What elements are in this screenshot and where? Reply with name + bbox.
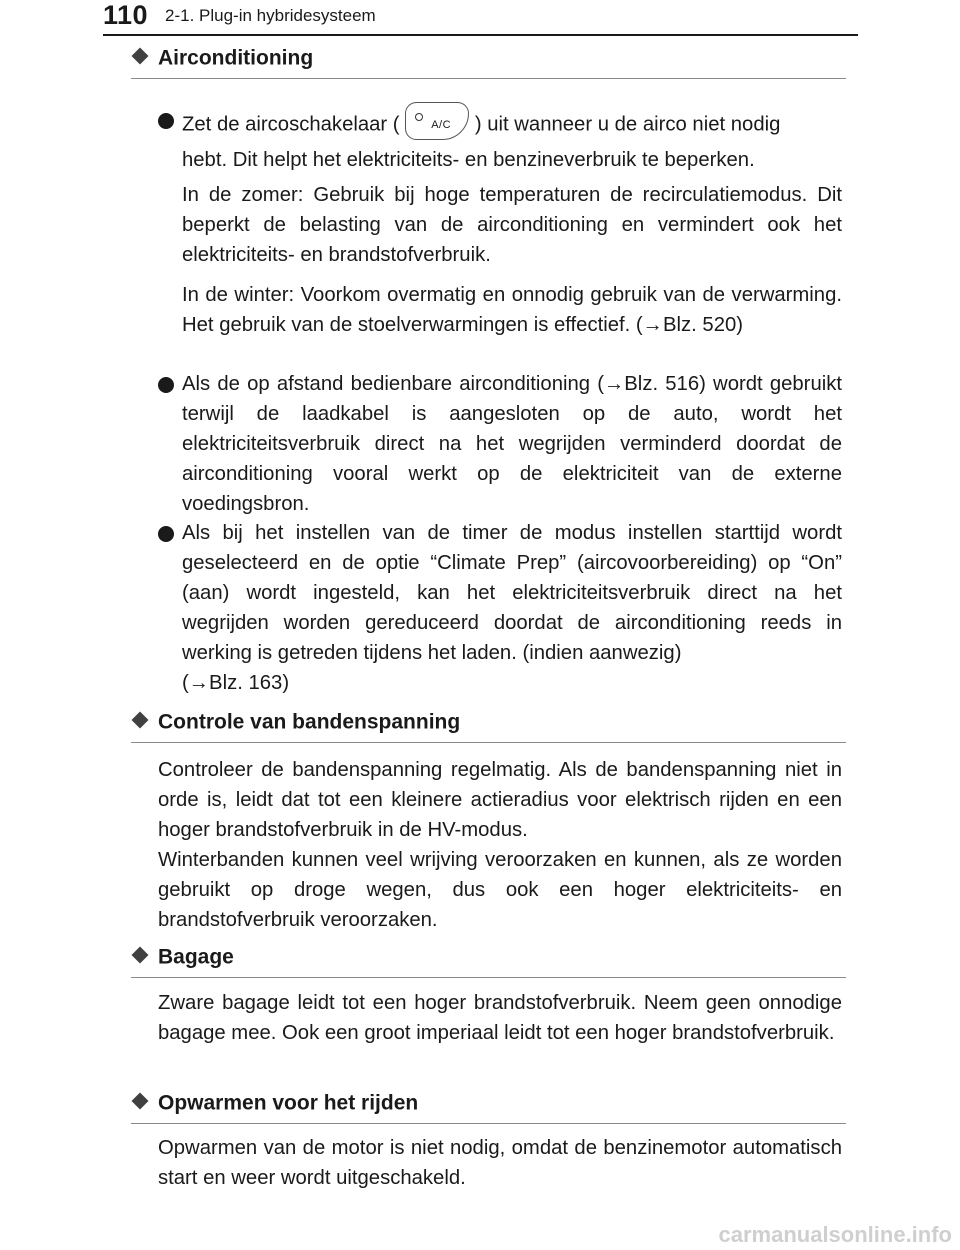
- section-divider: [131, 977, 846, 978]
- diamond-icon: [132, 48, 149, 65]
- bullet-3-reference: (→Blz. 163): [182, 672, 290, 694]
- diamond-icon: [132, 1093, 149, 1110]
- bullet-1-line-1: Zet de aircoschakelaar ( A/C ) uit wanneer u de airco niet nodig: [182, 106, 842, 144]
- bullet-3-paragraph: Als bij het instellen van de timer de modus instellen starttijd wordt geselecteerd en de optie “Climate Prep” (aircovoorbereiding) op “On” (aan) wordt ingesteld, kan het elektriciteitsverbruik direct na het wegrijden worden gereduceerd doordat de airconditioning reeds in werking is getreden tijdens het laden. (indien aanwezig): [182, 522, 842, 664]
- page-number: 110: [103, 0, 149, 30]
- diamond-icon: [132, 712, 149, 729]
- section-reference: 2-1. Plug-in hybridesysteem: [165, 6, 376, 25]
- indicator-led-icon: [415, 113, 423, 121]
- section-heading-airconditioning: Airconditioning: [131, 46, 313, 70]
- bandenspanning-paragraph-2: Winterbanden kunnen veel wrijving veroorzaken en kunnen, als ze worden gebruikt op droge wegen, dus ook een hoger elektriciteits- en brandstofverbruik veroorzaken.: [158, 849, 842, 931]
- bullet-dot-icon: [158, 377, 174, 393]
- section-divider: [131, 1123, 846, 1124]
- page-header: [0, 0, 960, 40]
- bullet-2-paragraph: Als de op afstand bedienbare airconditioning (→Blz. 516) wordt gebruikt terwijl de laadkabel is aangesloten op de auto, wordt het elektriciteitsverbruik direct na het wegrijden verminderd doordat de airconditioning vooral werkt op de elektriciteit van de externe voedingsbron.: [182, 373, 842, 515]
- bagage-paragraph: Zware bagage leidt tot een hoger brandstofverbruik. Neem geen onnodige bagage mee. Ook een groot imperiaal leidt tot een hoger brandstofverbruik.: [158, 992, 842, 1044]
- section-heading-opwarmen: Opwarmen voor het rijden: [131, 1091, 418, 1115]
- watermark: carmanualsonline.info: [718, 1222, 952, 1247]
- bandenspanning-paragraph-1: Controleer de bandenspanning regelmatig. Als de bandenspanning niet in orde is, leidt dat tot een kleinere actieradius voor elektrisch rijden en een hoger brandstofverbruik in de HV-modus.: [158, 759, 842, 841]
- bullet-dot-icon: [158, 113, 174, 129]
- bullet-dot-icon: [158, 526, 174, 542]
- bullet-1-winter-paragraph: In de winter: Voorkom overmatig en onnodig gebruik van de verwarming. Het gebruik van de stoelverwarmingen is effectief. (→Blz. 520): [182, 284, 842, 336]
- section-divider: [131, 78, 846, 79]
- section-heading-bagage: Bagage: [131, 945, 234, 969]
- section-heading-bandenspanning: Controle van bandenspanning: [131, 710, 460, 734]
- header-divider: [103, 34, 858, 36]
- ac-switch-icon: A/C: [405, 102, 469, 140]
- section-divider: [131, 742, 846, 743]
- opwarmen-paragraph: Opwarmen van de motor is niet nodig, omdat de benzinemotor automatisch start en weer wordt uitgeschakeld.: [158, 1137, 842, 1189]
- bullet-1-line-2: hebt. Dit helpt het elektriciteits- en benzineverbruik te beperken.: [182, 149, 755, 171]
- bullet-1-summer-paragraph: In de zomer: Gebruik bij hoge temperaturen de recirculatiemodus. Dit beperkt de belasting van de airconditioning en vermindert ook het elektriciteits- en brandstofverbruik.: [182, 184, 842, 266]
- diamond-icon: [132, 947, 149, 964]
